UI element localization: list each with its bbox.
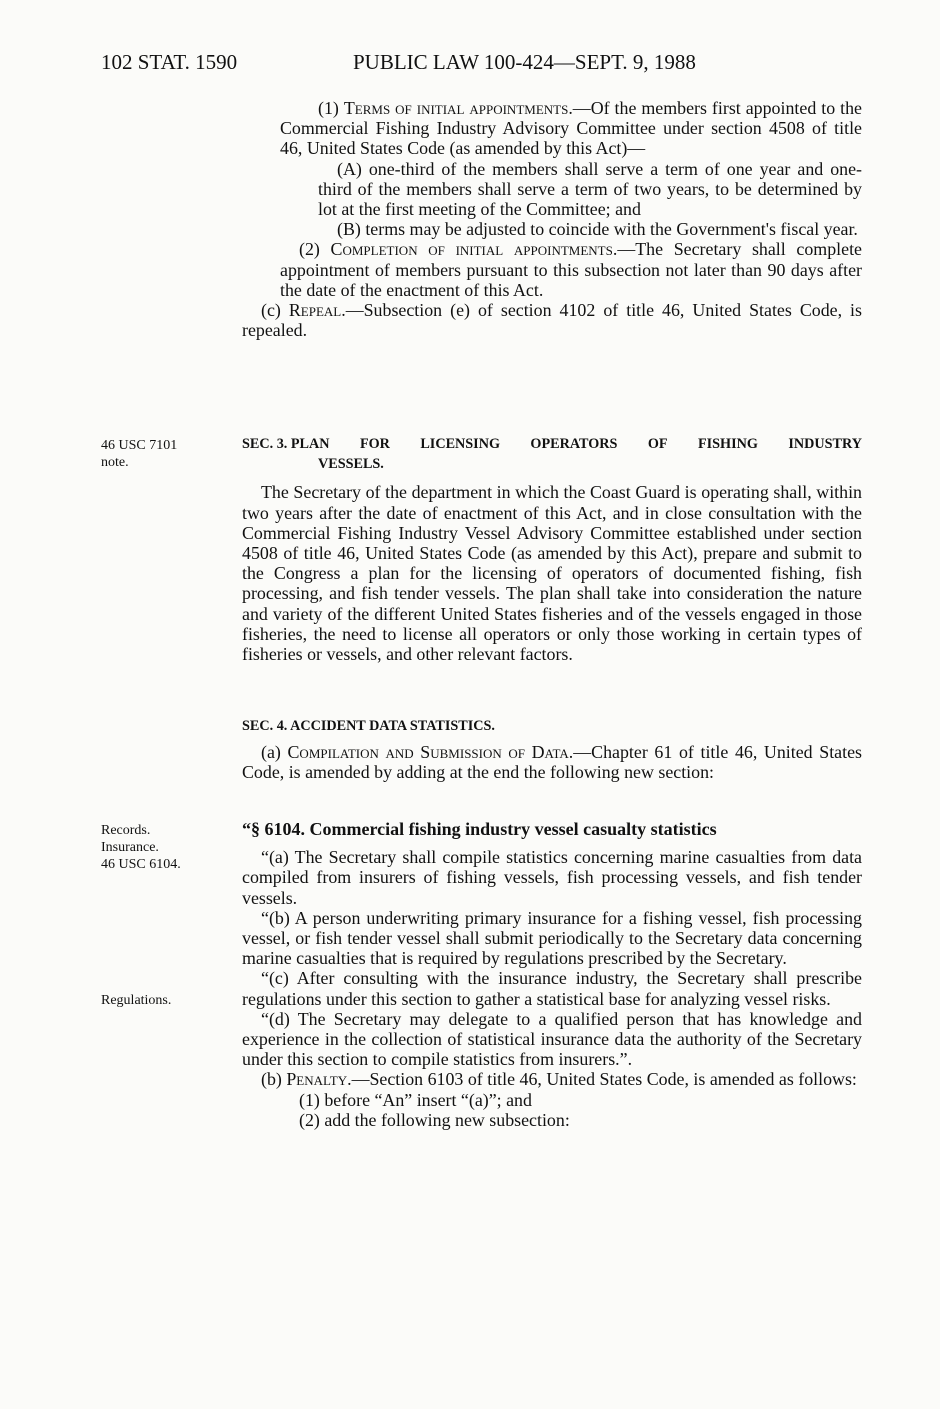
section-4 [242, 716, 862, 783]
paragraph-heading: Completion of initial appointments. [330, 239, 618, 260]
margin-note-usc-7101: 46 USC 7101 note. [101, 438, 178, 470]
section-3-heading-continued: VESSELS. [318, 456, 384, 473]
section-3 [242, 434, 862, 664]
subsection-6104-d: “(d) The Secretary may delegate to a qualified person that has knowledge and experience in the collection of statistical insurance data the authority of the Secretary under this section to compile statistics from insurers.”. [242, 1008, 862, 1070]
margin-note-regulations: Regulations. [101, 993, 172, 1008]
section-2-continuation [242, 98, 862, 340]
paragraph-terms-initial-appointments: (1) Terms of initial appointments.—Of the members first appointed to the Commercial Fishing Industry Advisory Committee under section 4508 of title 46, United States Code (as amended by this Act)— [280, 98, 862, 159]
margin-note-records-insurance: Records. Insurance. 46 USC 6104. [101, 823, 181, 872]
section-6104-heading: “§ 6104. Commercial fishing industry vessel casualty statistics [242, 819, 717, 839]
paragraph-completion-initial-appointments: (2) Completion of initial appointments.—The Secretary shall complete appointment of members pursuant to this subsection not later than 90 days after the date of the enactment of this Act. [280, 239, 862, 300]
subsection-a-compilation: (a) Compilation and Submission of Data.—Chapter 61 of title 46, United States Code, is amended by adding at the end the following new section: [242, 742, 862, 783]
subsection-6104-b: “(b) A person underwriting primary insurance for a fishing vessel, fish processing vessel, or fish tender vessel shall submit periodically to the Secretary data concerning marine casualties that is required by regulations prescribed by the Secretary. [242, 907, 862, 969]
stat-page-number: 102 STAT. 1590 [101, 50, 238, 74]
subsection-c-repeal: (c) Repeal.—Subsection (e) of section 4102 of title 46, United States Code, is repealed. [242, 300, 862, 341]
subparagraph-a: (A) one-third of the members shall serve a term of one year and one-third of the members shall serve a term of two years, to be determined by lot at the first meeting of the Committee; and [318, 158, 862, 220]
subparagraph-b: (B) terms may be adjusted to coincide with the Government's fiscal year. [337, 219, 858, 240]
subsection-6104-c: “(c) After consulting with the insurance industry, the Secretary shall prescribe regulations under this section to gather a statistical base for analyzing vessel risks. [242, 968, 862, 1009]
subsection-b-penalty: (b) Penalty.—Section 6103 of title 46, United States Code, is amended as follows: [261, 1069, 857, 1090]
subsection-6104-a: “(a) The Secretary shall compile statistics concerning marine casualties from data compiled from insurers of fishing vessels, fish processing vessels, and fish tender vessels. [242, 847, 862, 908]
subsection-heading: Repeal. [288, 300, 346, 321]
law-title: PUBLIC LAW 100-424—SEPT. 9, 1988 [353, 50, 696, 74]
section-3-body: The Secretary of the department in which the Coast Guard is operating shall, within two years after the date of enactment of this Act, and in close consultation with the Commercial Fishing Industry Vessel Advisory Committee established under section 4508 of title 46, United States Code (as amended by this Act), prepare and submit to the Congress a plan for the licensing of operators of documented fishing, fish processing, and fish tender vessels. The plan shall take into consideration the nature and variety of the different United States fisheries and of the vessels engaged in those fisheries, the need to license all operators or only those working in certain types of fisheries or vessels, and other relevant factors. [242, 482, 862, 665]
section-4-heading: SEC. 4. ACCIDENT DATA STATISTICS. [242, 718, 495, 734]
section-3-heading: SEC. 3. PLAN FOR LICENSING OPERATORS OF FISHING INDUSTRY [242, 436, 862, 452]
amendment-item-2: (2) add the following new subsection: [299, 1109, 570, 1130]
amendment-item-1: (1) before “An” insert “(a)”; and [299, 1089, 532, 1110]
subsection-heading: Compilation and Submission of Data. [287, 742, 574, 763]
paragraph-heading: Terms of initial appointments. [343, 98, 573, 118]
subsection-heading: Penalty. [286, 1069, 352, 1090]
new-section-6104 [242, 819, 862, 1130]
